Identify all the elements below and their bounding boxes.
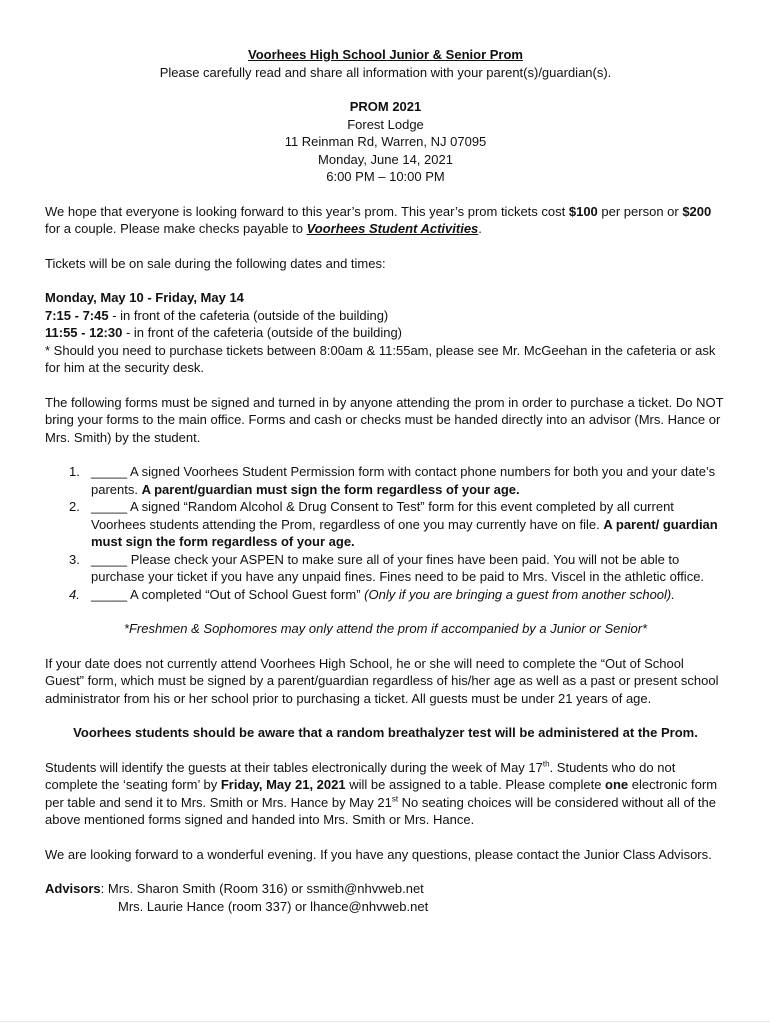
freshmen-note: *Freshmen & Sophomores may only attend the prom if accompanied by a Junior or Senior* xyxy=(123,621,648,636)
event-name: PROM 2021 xyxy=(349,99,422,114)
seating-deadline: Friday, May 21, 2021 xyxy=(220,777,346,792)
guest-paragraph: If your date does not currently attend Voorhees High School, he or she will need to complete the “Out of School Guest” form, which must be signed by a parent/guardian regardless of his/her age as well as a past or present school administrator from his or her school prior to purchasing a ticket. All guests must be under 21 years of age. xyxy=(45,655,719,706)
list-item xyxy=(45,586,726,604)
intro-text-3: for a couple. Please make checks payable to xyxy=(45,221,307,236)
intro-paragraph xyxy=(45,203,726,238)
list-item xyxy=(45,498,726,551)
list-item xyxy=(45,551,726,586)
sale-slot-2 xyxy=(45,324,726,342)
sale-heading: Tickets will be on sale during the following dates and times: xyxy=(45,255,386,271)
seating-text-4: electronic form per table and send it to Mrs. Smith or Mrs. Hance by May 21 xyxy=(45,777,718,810)
sale-dates: Monday, May 10 - Friday, May 14 xyxy=(45,290,244,305)
list-item-text: _____ Please check your ASPEN to make sure all of your fines have been paid. You will not be able to purchase your ticket if you have any unpaid fines. Fines need to be paid to Mrs. Viscel in the athletic office. xyxy=(91,551,705,584)
event-date: Monday, June 14, 2021 xyxy=(318,151,453,167)
list-item-bold: A parent/guardian must sign the form regardless of your age. xyxy=(141,481,520,497)
list-item-bold: A parent/ guardian must sign the form regardless of your age. xyxy=(91,516,718,549)
list-number: 3. xyxy=(69,551,80,567)
event-venue: Forest Lodge xyxy=(347,116,424,132)
slot-2-location: - in front of the cafeteria (outside of the building) xyxy=(122,325,403,340)
intro-text-2: per person or xyxy=(597,203,683,219)
page-title: Voorhees High School Junior & Senior Prom xyxy=(248,47,523,62)
payee-name: Voorhees Student Activities xyxy=(306,221,479,236)
forms-intro: The following forms must be signed and turned in by anyone attending the prom in order to purchase a ticket. Do NOT bring your forms to the main office. Forms and cash or checks must be handed directly into an advisor (Mrs. Hance or Mrs. Smith) by the student. xyxy=(45,394,724,445)
price-couple: $200 xyxy=(682,203,712,219)
list-item-italic: (Only if you are bringing a guest from another school). xyxy=(364,586,675,602)
list-item xyxy=(45,463,726,498)
seating-text-3: will be assigned to a table. Please complete xyxy=(345,777,606,792)
event-details xyxy=(45,98,726,186)
intro-text-1: We hope that everyone is looking forward to this year’s prom. This year’s prom tickets cost xyxy=(45,203,569,219)
event-time: 6:00 PM – 10:00 PM xyxy=(326,169,445,184)
seating-text-1: Students will identify the guests at their tables electronically during the week of May 17 xyxy=(45,759,543,775)
seating-text-2: . Students who do not complete the ‘seating form’ by xyxy=(45,759,676,792)
sale-schedule xyxy=(45,289,726,377)
seating-paragraph xyxy=(45,759,726,829)
list-item-text: _____ A signed “Random Alcohol & Drug Consent to Test” form for this event completed by all current Voorhees students attending the Prom, regardless of one you may currently have on file. xyxy=(91,499,674,532)
list-item-text: _____ A completed “Out of School Guest form” xyxy=(91,586,365,602)
sale-slot-1 xyxy=(45,307,726,325)
page-bottom-divider xyxy=(0,1021,770,1022)
list-number: 4. xyxy=(69,586,80,602)
slot-1-location: - in front of the cafeteria (outside of the building) xyxy=(108,307,389,323)
advisor-smith: : Mrs. Sharon Smith (Room 316) or ssmith@nhvweb.net xyxy=(100,881,424,896)
seating-sup-1: th xyxy=(542,759,550,769)
seating-text-5: No seating choices will be considered without all of the above mentioned forms signed and handed into Mrs. Smith or Mrs. Hance. xyxy=(45,794,717,827)
list-number: 2. xyxy=(69,499,80,514)
list-number: 1. xyxy=(69,464,80,479)
advisors-block xyxy=(45,880,726,915)
page-subtitle: Please carefully read and share all information with your parent(s)/guardian(s). xyxy=(159,64,612,80)
advisor-line-2: Mrs. Laurie Hance (room 337) or lhance@nhvweb.net xyxy=(118,898,429,914)
advisor-line-1 xyxy=(45,880,726,898)
seating-sup-2: st xyxy=(391,794,399,804)
closing-paragraph: We are looking forward to a wonderful evening. If you have any questions, please contact the Junior Class Advisors. xyxy=(45,846,712,862)
intro-text-4: . xyxy=(478,221,482,236)
list-item-text: _____ A signed Voorhees Student Permission form with contact phone numbers for both you and your date’s parents. xyxy=(91,464,716,497)
slot-1-time: 7:15 - 7:45 xyxy=(45,307,109,323)
seating-one: one xyxy=(605,777,629,792)
required-forms-list xyxy=(45,463,726,603)
slot-2-time: 11:55 - 12:30 xyxy=(45,325,123,340)
price-single: $100 xyxy=(568,203,598,219)
sale-note: * Should you need to purchase tickets between 8:00am & 11:55am, please see Mr. McGeehan in the cafeteria or ask for him at the security desk. xyxy=(45,342,716,375)
advisors-label: Advisors xyxy=(45,881,101,896)
breathalyzer-notice: Voorhees students should be aware that a random breathalyzer test will be administered at the Prom. xyxy=(73,725,698,740)
event-address: 11 Reinman Rd, Warren, NJ 07095 xyxy=(284,134,487,149)
